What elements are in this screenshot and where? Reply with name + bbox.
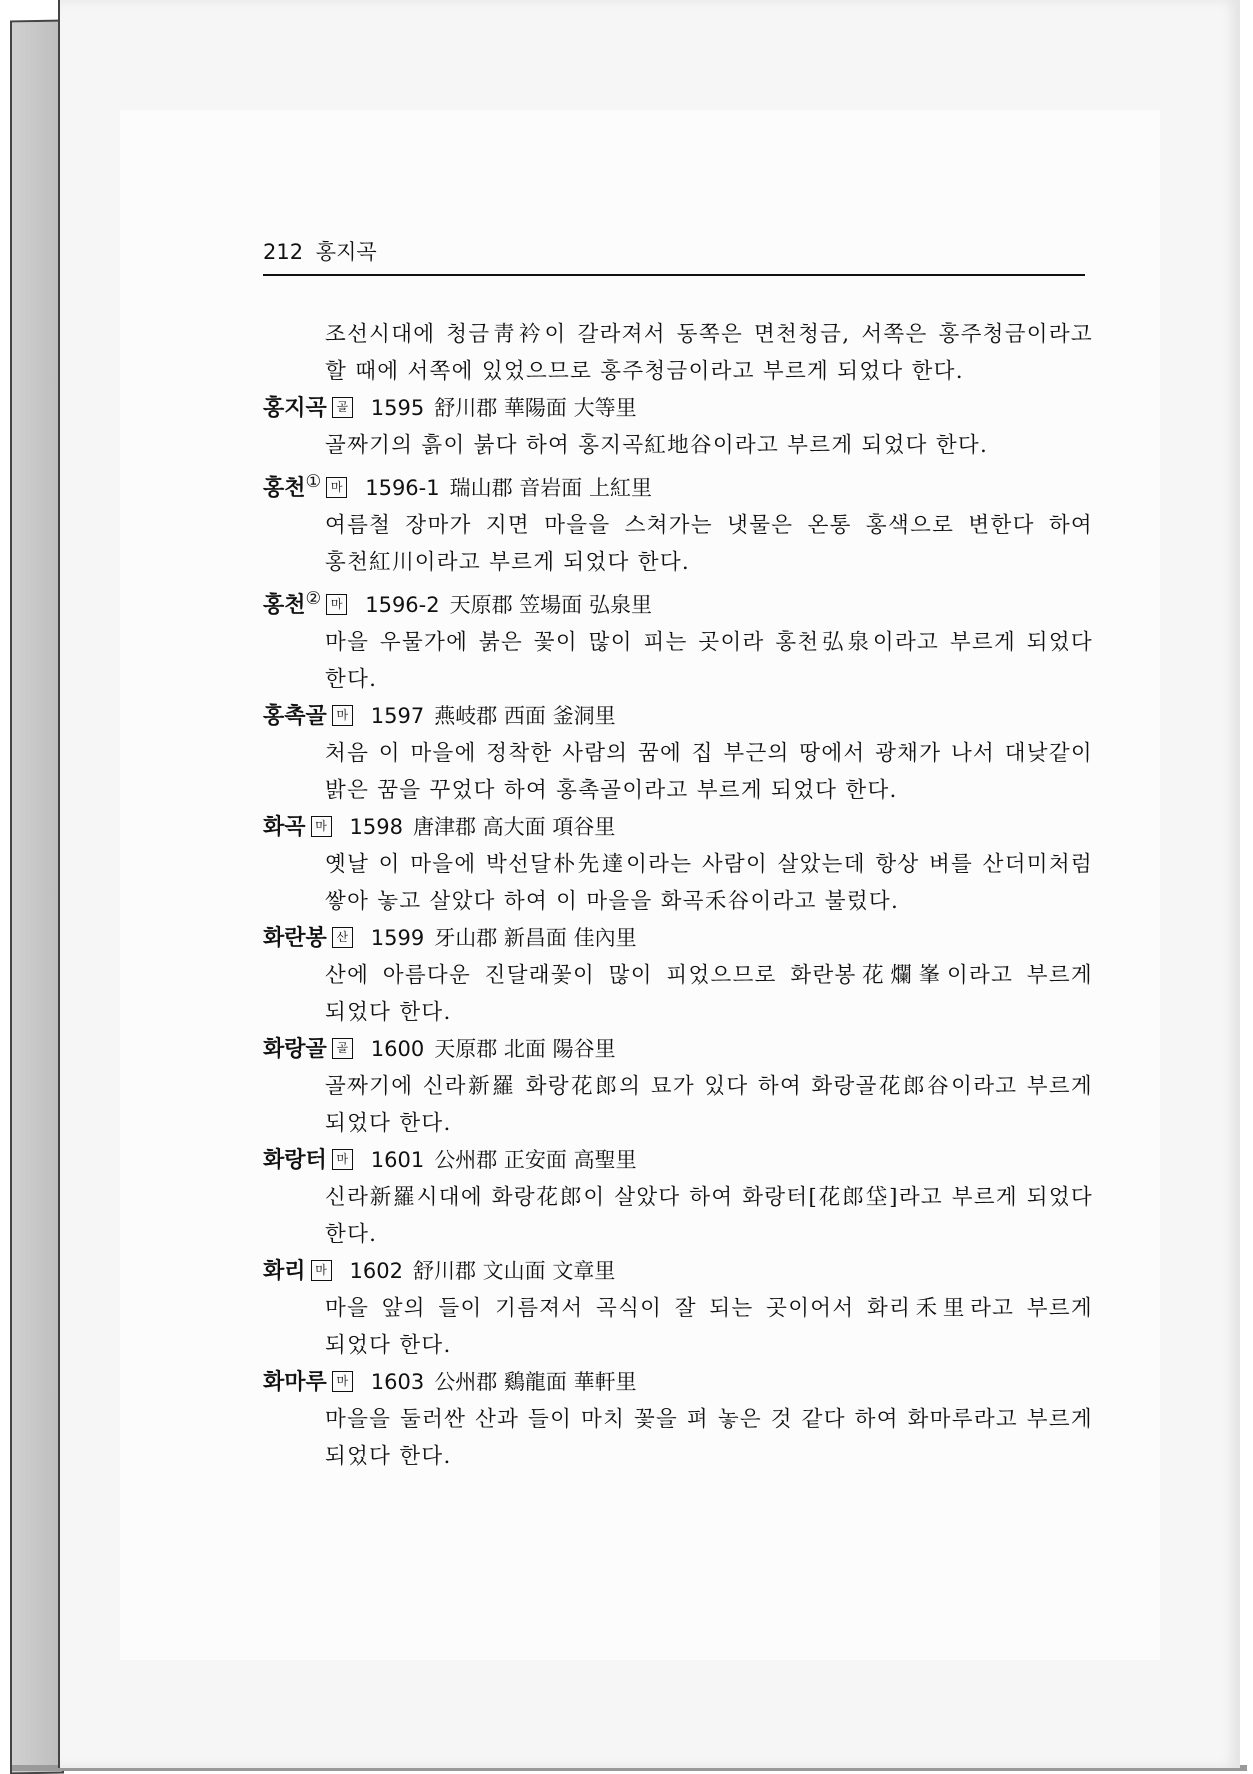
entry-number: 1598 <box>349 815 403 839</box>
entry-1597 <box>263 698 1093 809</box>
entry-address: 牙山郡 新昌面 佳內里 <box>434 926 637 950</box>
entry-text: 여름철 장마가 지면 마을을 스쳐가는 냇물은 온통 홍색으로 변한다 하여 홍천紅川이라고 부르게 되었다 한다. <box>325 513 1093 575</box>
entry-term: 홍천 <box>263 476 306 501</box>
type-badge: 골 <box>332 397 353 418</box>
entry-header <box>263 581 1093 624</box>
entry-text: 산에 아름다운 진달래꽃이 많이 피었으므로 화란봉花爛峯이라고 부르게 되었다 한다. <box>325 963 1093 1025</box>
entry-term: 홍지곡 <box>263 396 327 421</box>
dictionary-content <box>263 316 1093 1475</box>
entry-number: 1595 <box>370 396 425 420</box>
entry-1601 <box>263 1142 1093 1253</box>
running-header <box>263 236 1085 276</box>
entry-term: 화리 <box>263 1259 306 1284</box>
entry-term: 화랑터 <box>263 1148 327 1173</box>
entry-1603 <box>263 1364 1093 1475</box>
type-badge: 마 <box>326 477 347 498</box>
entry-header <box>263 1253 1093 1290</box>
entry-superscript: ① <box>305 472 322 492</box>
type-badge: 마 <box>332 1149 353 1170</box>
entry-address: 瑞山郡 音岩面 上紅里 <box>449 476 652 500</box>
entry-1595 <box>263 390 1093 464</box>
entry-number: 1597 <box>370 704 425 728</box>
entry-header <box>263 464 1093 507</box>
type-badge: 마 <box>326 594 347 615</box>
entry-number: 1601 <box>370 1148 425 1172</box>
entry-header <box>263 1142 1093 1179</box>
type-badge: 마 <box>311 1260 332 1281</box>
entry-term: 홍촉골 <box>263 704 327 729</box>
page-number: 212 <box>263 240 304 264</box>
entry-term: 화곡 <box>263 815 306 840</box>
type-badge: 골 <box>332 1038 353 1059</box>
entry-text: 옛날 이 마을에 박선달朴先達이라는 사람이 살았는데 항상 벼를 산더미처럼 쌓아 놓고 살았다 하여 이 마을을 화곡禾谷이라고 불렀다. <box>325 852 1093 914</box>
entry-1600 <box>263 1031 1093 1142</box>
entry-term: 홍천 <box>263 593 306 618</box>
entry-address: 公州郡 鷄龍面 華軒里 <box>434 1370 637 1394</box>
entry-address: 舒川郡 華陽面 大等里 <box>434 396 637 420</box>
entry-text: 골짜기의 흙이 붉다 하여 홍지곡紅地谷이라고 부르게 되었다 한다. <box>325 433 989 458</box>
header-title: 홍지곡 <box>315 240 377 264</box>
entry-text: 마을을 둘러싼 산과 들이 마치 꽃을 펴 놓은 것 같다 하여 화마루라고 부르게 되었다 한다. <box>325 1407 1093 1469</box>
entry-header <box>263 698 1093 735</box>
entry-number: 1596-2 <box>365 593 440 617</box>
entry-term: 화란봉 <box>263 926 327 951</box>
entry-number: 1602 <box>349 1259 403 1283</box>
entry-address: 燕岐郡 西面 釜洞里 <box>434 704 616 728</box>
entry-number: 1596-1 <box>365 476 440 500</box>
entry-number: 1599 <box>370 926 425 950</box>
entry-header <box>263 1031 1093 1068</box>
entry-number: 1603 <box>370 1370 425 1394</box>
entry-number: 1600 <box>370 1037 425 1061</box>
entry-superscript: ② <box>305 589 322 609</box>
type-badge: 마 <box>332 1371 353 1392</box>
entry-address: 天原郡 笠場面 弘泉里 <box>449 593 652 617</box>
entry-term: 화마루 <box>263 1370 327 1395</box>
entry-header <box>263 390 1093 427</box>
entry-header <box>263 809 1093 846</box>
book-spine <box>10 20 64 1774</box>
type-badge: 산 <box>332 927 353 948</box>
intro-paragraph: 조선시대에 청금靑衿이 갈라져서 동쪽은 면천청금, 서쪽은 홍주청금이라고 할 때에 서쪽에 있었으므로 홍주청금이라고 부르게 되었다 한다. <box>325 322 1093 384</box>
entry-address: 天原郡 北面 陽谷里 <box>434 1037 616 1061</box>
entry-text: 골짜기에 신라新羅 화랑花郎의 묘가 있다 하여 화랑골花郎谷이라고 부르게 되었다 한다. <box>325 1074 1093 1136</box>
entry-text: 신라新羅시대에 화랑花郎이 살았다 하여 화랑터[花郎垈]라고 부르게 되었다 한다. <box>325 1185 1093 1247</box>
entry-address: 唐津郡 高大面 項谷里 <box>412 815 616 839</box>
entry-1602 <box>263 1253 1093 1364</box>
type-badge: 마 <box>311 816 332 837</box>
entry-term: 화랑골 <box>263 1037 327 1062</box>
entry-1599 <box>263 920 1093 1031</box>
entry-address: 公州郡 正安面 高聖里 <box>434 1148 637 1172</box>
entry-1598 <box>263 809 1093 920</box>
entry-address: 舒川郡 文山面 文章里 <box>412 1259 616 1283</box>
entry-text: 처음 이 마을에 정착한 사람의 꿈에 집 부근의 땅에서 광채가 나서 대낮같이 밝은 꿈을 꾸었다 하여 홍촉골이라고 부르게 되었다 한다. <box>325 741 1093 803</box>
entry-1596-1 <box>263 464 1093 581</box>
entry-text: 마을 우물가에 붉은 꽃이 많이 피는 곳이라 홍천弘泉이라고 부르게 되었다 한다. <box>325 630 1093 692</box>
entry-header <box>263 1364 1093 1401</box>
entry-header <box>263 920 1093 957</box>
entry-text: 마을 앞의 들이 기름져서 곡식이 잘 되는 곳이어서 화리禾里라고 부르게 되었다 한다. <box>325 1296 1093 1358</box>
type-badge: 마 <box>332 705 353 726</box>
entry-1596-2 <box>263 581 1093 698</box>
